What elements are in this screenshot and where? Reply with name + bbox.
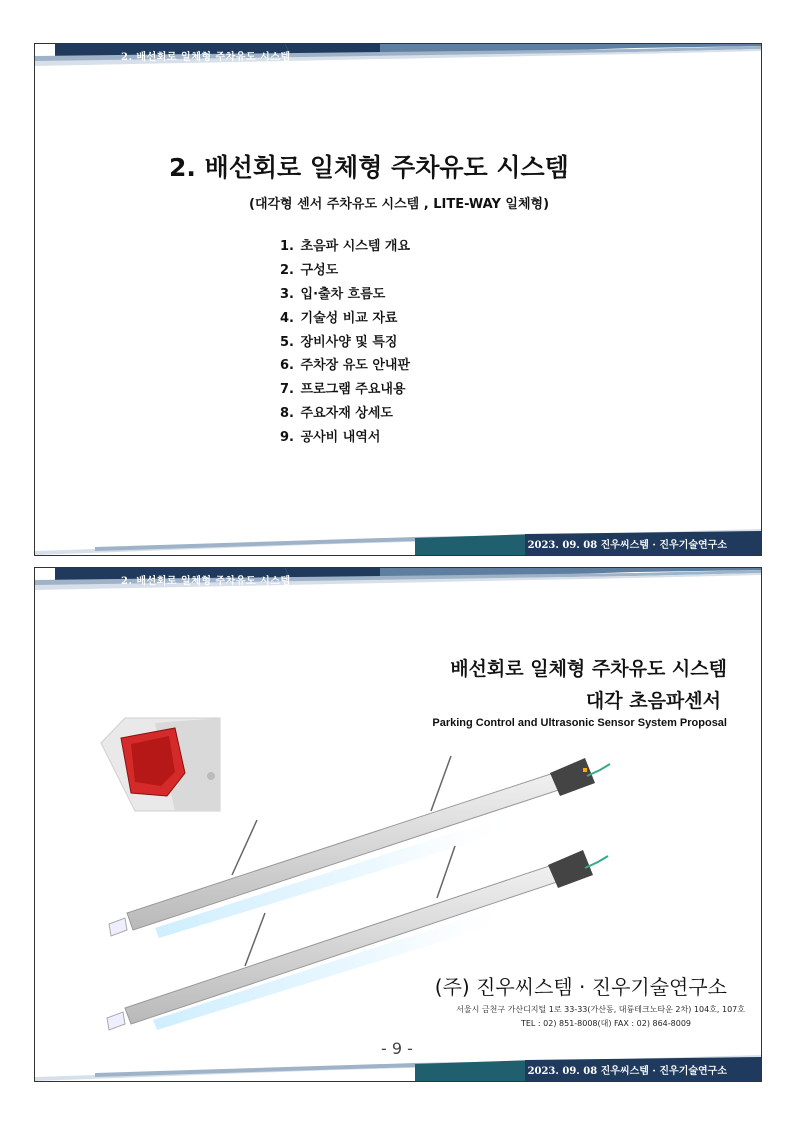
company-address: 서울시 금천구 가산디지털 1로 33-33(가산동, 대륭테크노타운 2차) 104호, 107호 <box>456 1005 745 1014</box>
english-caption: Parking Control and Ultrasonic Sensor System Proposal <box>432 717 727 729</box>
header-title: 2. 배선회로 일체형 주차유도 시스템 <box>121 52 291 63</box>
toc-item: 1. 초음파 시스템 개요 <box>280 239 411 254</box>
sensor-closeup-image <box>101 718 220 811</box>
product-illustration <box>35 568 761 1038</box>
toc-item: 3. 입·출차 흐름도 <box>280 286 386 302</box>
product-title: 배선회로 일체형 주차유도 시스템 <box>450 658 727 680</box>
page-subtitle: (대각형 센서 주차유도 시스템 , LITE-WAY 일체형) <box>249 197 550 212</box>
product-subtitle: 대각 초음파센서 <box>585 690 721 712</box>
toc-item: 5. 장비사양 및 특징 <box>280 334 398 350</box>
toc-item: 2. 구성도 <box>280 262 339 278</box>
footer-date: 2023. 09. 08 진우씨스템 · 진우기술연구소 <box>527 540 727 551</box>
header-title: 2. 배선회로 일체형 주차유도 시스템 <box>121 576 291 587</box>
table-of-contents <box>280 235 410 450</box>
slide-2 <box>34 567 762 1082</box>
toc-item: 8. 주요자재 상세도 <box>280 406 393 422</box>
toc-item: 7. 프로그램 주요내용 <box>280 382 406 398</box>
footer-date: 2023. 09. 08 진우씨스템 · 진우기술연구소 <box>527 1066 727 1077</box>
company-contact: TEL : 02) 851-8008(대) FAX : 02) 864-8009 <box>520 1019 691 1028</box>
toc-item: 9. 공사비 내역서 <box>280 430 381 446</box>
toc-item: 4. 기술성 비교 자료 <box>280 310 398 326</box>
page-number: - 9 - <box>381 1039 413 1058</box>
slide-1 <box>34 43 762 556</box>
company-name: (주) 진우씨스템 · 진우기술연구소 <box>434 975 727 999</box>
page-title: 2. 배선회로 일체형 주차유도 시스템 <box>169 153 569 182</box>
toc-item: 6. 주차장 유도 안내판 <box>280 358 411 374</box>
